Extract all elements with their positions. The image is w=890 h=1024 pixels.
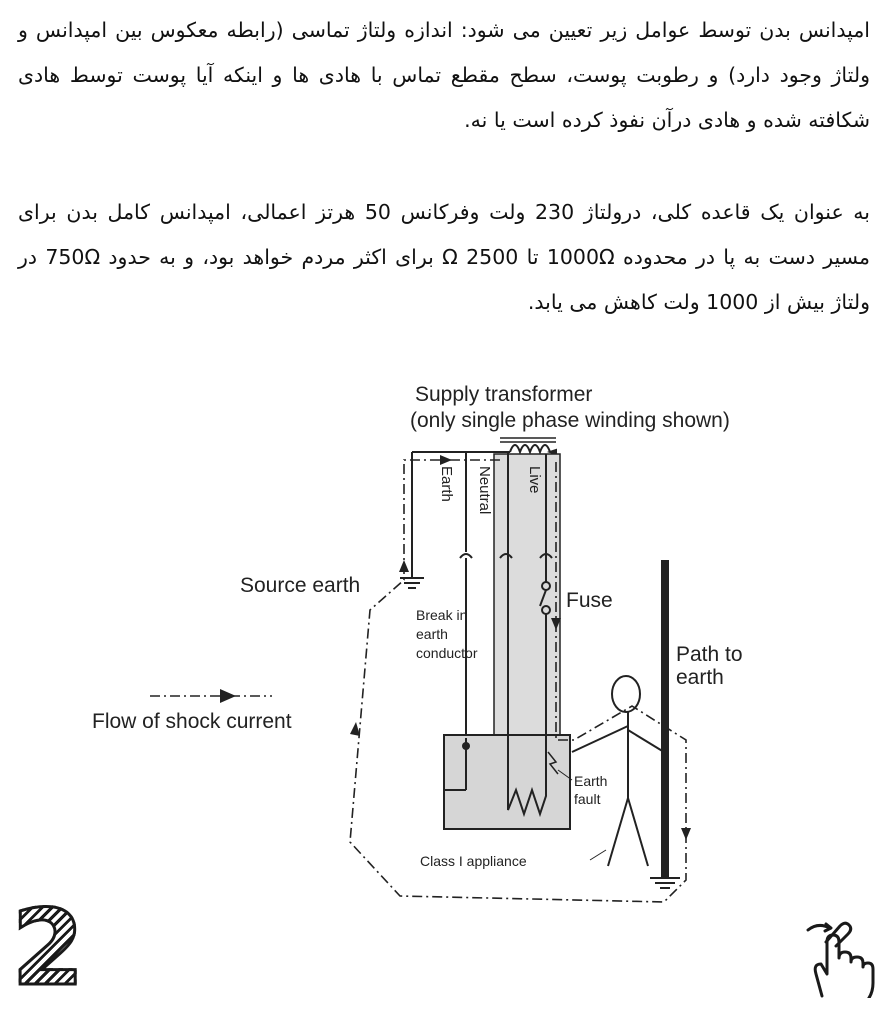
transformer-title-line1: Supply transformer bbox=[415, 383, 593, 406]
path-to-earth-label-line2: earth bbox=[676, 666, 724, 689]
earth-fault-label-line2: fault bbox=[574, 791, 601, 807]
flow-legend-line bbox=[150, 689, 272, 703]
paragraph-body-impedance-factors: امپدانس بدن توسط عوامل زیر تعیین می شود: اندازه ولتاژ تماسی (رابطه معکوس بین امپدانس و ولتاژ وجود دارد) و رطوبت پوست، سطح مقطع تماس با هادی ها و اینکه آیا پوست توسط هادی شکافته شده و هادی درآن نفوذ کرده است یا نه. bbox=[18, 18, 870, 132]
swipe-hand-icon[interactable] bbox=[800, 916, 876, 998]
paragraph-impedance-values: به عنوان یک قاعده کلی، درولتاژ 230 ولت وفرکانس 50 هرتز اعمالی، امپدانس کامل بدن برای مسیر دست به پا در محدوده 1000Ω تا 2500 Ω برای اکثر مردم خواهد بود، و به حدود 750Ω در ولتاژ بیش از 1000 ولت کاهش می یابد. bbox=[18, 200, 871, 314]
shock-current-diagram bbox=[60, 372, 840, 920]
conductor-label-earth: Earth bbox=[438, 466, 455, 502]
transformer-title-line2: (only single phase winding shown) bbox=[410, 409, 730, 432]
source-earth-label: Source earth bbox=[240, 574, 361, 597]
fuse-label: Fuse bbox=[566, 589, 613, 612]
page-number: 2 bbox=[6, 902, 90, 994]
earth-pole-icon bbox=[650, 560, 680, 888]
break-label-line3: conductor bbox=[416, 645, 478, 661]
conductor-label-neutral: Neutral bbox=[476, 466, 493, 515]
break-label-line1: Break in bbox=[416, 607, 468, 623]
class-i-appliance-icon bbox=[444, 735, 570, 829]
flow-legend-label: Flow of shock current bbox=[92, 710, 292, 733]
path-to-earth-label-line1: Path to bbox=[676, 643, 743, 666]
conductor-label-live: Live bbox=[526, 466, 543, 494]
appliance-label: Class I appliance bbox=[420, 853, 527, 869]
break-label-line2: earth bbox=[416, 626, 448, 642]
person-figure-icon bbox=[572, 676, 664, 866]
earth-fault-label-line1: Earth bbox=[574, 773, 608, 789]
